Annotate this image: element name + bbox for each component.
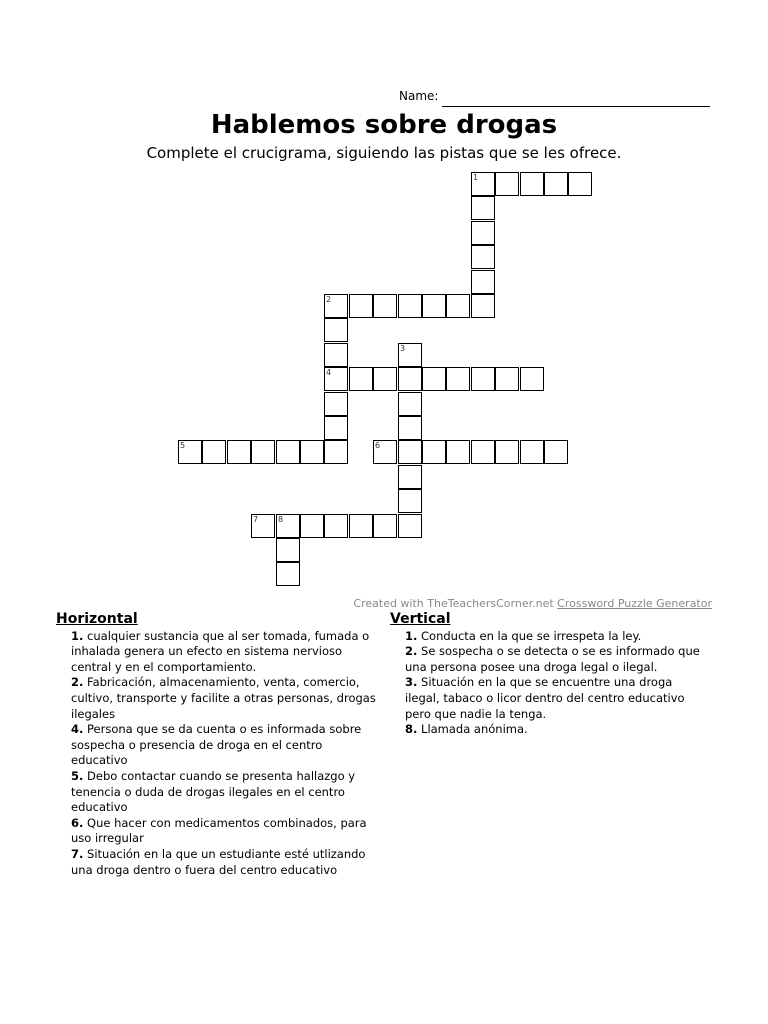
down-clue-number: 3. [405, 675, 418, 690]
clue-number-label: 1 [473, 173, 479, 182]
crossword-cell[interactable] [324, 416, 348, 440]
down-clue-number: 8. [405, 722, 418, 737]
crossword-cell[interactable] [544, 172, 568, 196]
crossword-cell[interactable] [446, 367, 470, 391]
across-clue-text: cualquier sustancia que al ser tomada, fumada o inhalada genera un efecto en sistema nervioso central y en el comportamiento. [71, 628, 370, 674]
crossword-cell[interactable] [471, 172, 495, 196]
crossword-cell[interactable] [495, 440, 519, 464]
crossword-cell[interactable] [520, 172, 544, 196]
across-clue-text: Persona que se da cuenta o es informada sobre sospecha o presencia de droga en el centro educativo [71, 722, 362, 768]
clue-number-label: 8 [278, 515, 284, 524]
name-label: Name: [399, 89, 439, 103]
across-clue-number: 2. [71, 675, 84, 690]
crossword-cell[interactable] [471, 294, 495, 318]
down-list [390, 629, 710, 738]
crossword-cell[interactable] [398, 294, 422, 318]
crossword-cell[interactable] [471, 245, 495, 269]
down-clue-number: 1. [405, 628, 418, 643]
clue-number-label: 3 [400, 344, 406, 353]
across-clue-text: Situación en la que un estudiante esté utlizando una droga dentro o fuera del centro educativo [71, 846, 366, 877]
across-clue-number: 7. [71, 846, 84, 861]
down-clue [405, 644, 710, 675]
crossword-cell[interactable] [373, 294, 397, 318]
crossword-cell[interactable] [495, 172, 519, 196]
across-clue-text: Debo contactar cuando se presenta hallazgo y tenencia o duda de drogas ilegales en el centro educativo [71, 768, 356, 815]
crossword-cell[interactable] [568, 172, 592, 196]
crossword-cell[interactable] [398, 489, 422, 513]
crossword-cell[interactable] [349, 294, 373, 318]
clue-number-label: 2 [326, 295, 332, 304]
crossword-cell[interactable] [324, 392, 348, 416]
credit [353, 597, 712, 610]
across-clue [71, 722, 381, 769]
across-heading: Horizontal [56, 611, 138, 627]
across-clue-text: Que hacer con medicamentos combinados, para uso irregular [71, 815, 367, 846]
crossword-cell[interactable] [202, 440, 226, 464]
down-clue [405, 722, 710, 738]
down-clue [405, 629, 710, 645]
crossword-cell[interactable] [520, 367, 544, 391]
clue-number-label: 4 [326, 368, 332, 377]
across-clue [71, 675, 381, 722]
across-clue-number: 6. [71, 815, 84, 830]
crossword-cell[interactable] [422, 367, 446, 391]
crossword-cell[interactable] [324, 440, 348, 464]
crossword-cell[interactable] [178, 440, 202, 464]
crossword-cell[interactable] [398, 465, 422, 489]
across-clue [71, 847, 381, 878]
crossword-cell[interactable] [446, 440, 470, 464]
crossword-cell[interactable] [324, 343, 348, 367]
clue-number-label: 6 [375, 441, 381, 450]
crossword-cell[interactable] [398, 343, 422, 367]
down-heading: Vertical [390, 611, 451, 627]
crossword-cell[interactable] [471, 196, 495, 220]
crossword-cell[interactable] [471, 270, 495, 294]
crossword-cell[interactable] [471, 367, 495, 391]
down-clue-text: Conducta en la que se irrespeta la ley. [417, 628, 642, 643]
page-title: Hablemos sobre drogas [210, 110, 558, 140]
crossword-cell[interactable] [373, 440, 397, 464]
across-clue-text: Fabricación, almacenamiento, venta, comercio, cultivo, transporte y facilite a otras personas, drogas ilegales [71, 675, 376, 721]
down-clue-number: 2. [405, 644, 418, 659]
crossword-cell[interactable] [324, 294, 348, 318]
down-clues [390, 612, 710, 738]
down-clue-text: Se sospecha o se detecta o se es informado que una persona posee una droga legal o ilegal. [405, 644, 700, 674]
across-clues [56, 612, 381, 878]
crossword-cell[interactable] [324, 318, 348, 342]
across-list [56, 629, 381, 879]
crossword-cell[interactable] [422, 440, 446, 464]
crossword-cell[interactable] [276, 440, 300, 464]
crossword-cell[interactable] [349, 367, 373, 391]
crossword-cell[interactable] [349, 514, 373, 538]
crossword-cell[interactable] [471, 221, 495, 245]
page-subtitle: Complete el crucigrama, siguiendo las pistas que se les ofrece. [146, 144, 622, 162]
crossword-cell[interactable] [471, 440, 495, 464]
crossword-cell[interactable] [398, 367, 422, 391]
across-clue [71, 816, 381, 847]
down-clue [405, 675, 710, 722]
crossword-cell[interactable] [300, 514, 324, 538]
crossword-cell[interactable] [398, 514, 422, 538]
credit-link[interactable]: Crossword Puzzle Generator [557, 597, 712, 610]
crossword-cell[interactable] [276, 514, 300, 538]
crossword-cell[interactable] [398, 440, 422, 464]
crossword-cell[interactable] [398, 392, 422, 416]
across-clue-number: 5. [71, 768, 84, 783]
across-clue [71, 769, 381, 816]
across-clue-number: 1. [71, 628, 84, 643]
down-clue-text: Llamada anónima. [417, 722, 528, 737]
clue-number-label: 7 [253, 515, 259, 524]
crossword-cell[interactable] [446, 294, 470, 318]
crossword-cell[interactable] [544, 440, 568, 464]
crossword-cell[interactable] [373, 514, 397, 538]
crossword-cell[interactable] [495, 367, 519, 391]
crossword-cell[interactable] [422, 294, 446, 318]
clue-number-label: 5 [180, 441, 186, 450]
crossword-cell[interactable] [251, 440, 275, 464]
across-clue [71, 629, 381, 676]
crossword-cell[interactable] [398, 416, 422, 440]
crossword-cell[interactable] [276, 538, 300, 562]
crossword-cell[interactable] [300, 440, 324, 464]
crossword-cell[interactable] [324, 514, 348, 538]
across-clue-number: 4. [71, 722, 84, 737]
crossword-cell[interactable] [324, 367, 348, 391]
credit-text: Created with TheTeachersCorner.net [353, 597, 554, 610]
crossword-cell[interactable] [373, 367, 397, 391]
down-clue-text: Situación en la que se encuentre una droga ilegal, tabaco o licor dentro del centro educativo pero que nadie la tenga. [405, 675, 685, 721]
crossword-cell[interactable] [520, 440, 544, 464]
crossword-cell[interactable] [251, 514, 275, 538]
crossword-cell[interactable] [276, 562, 300, 586]
crossword-cell[interactable] [227, 440, 251, 464]
